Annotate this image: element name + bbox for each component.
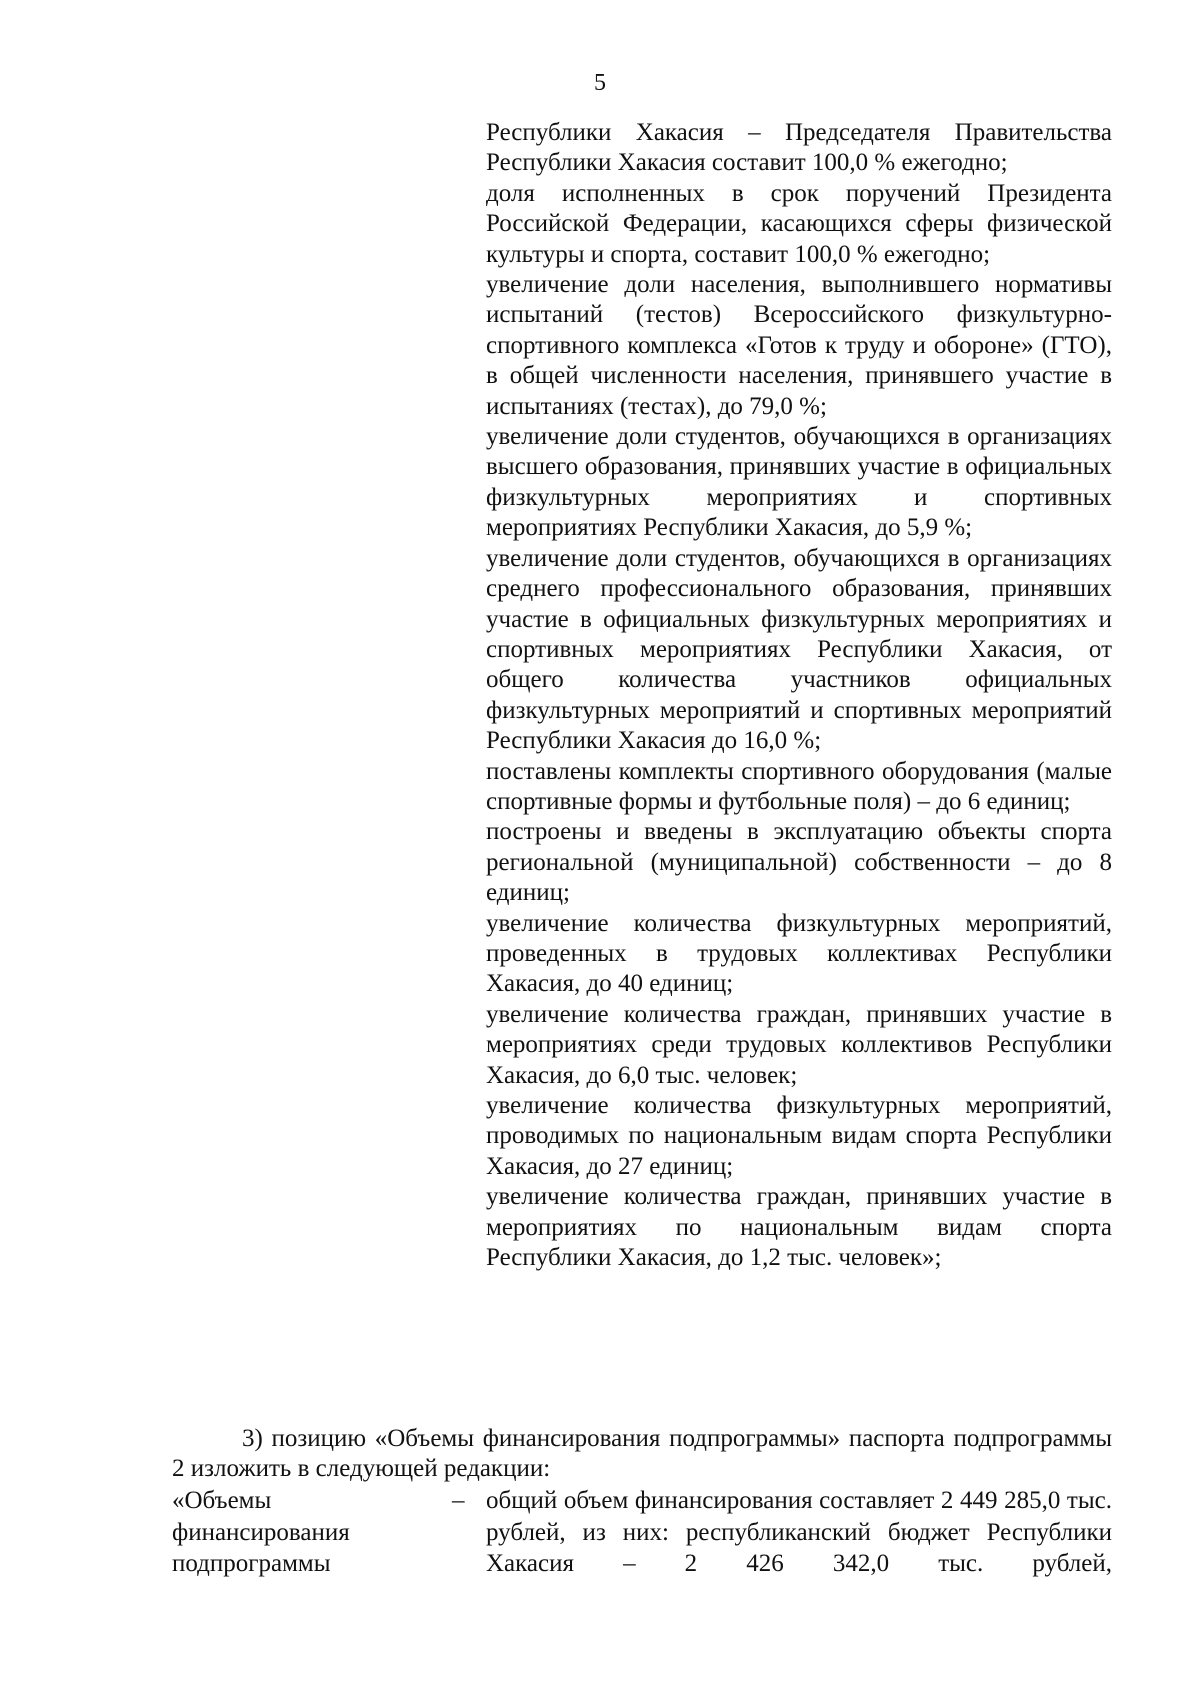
page-number: 5 <box>594 70 606 96</box>
amendment-paragraph: 3) позицию «Объемы финансирования подпрограммы» паспорта подпрограммы 2 изложить в следующей редакции: <box>172 1425 1112 1482</box>
position-value: общий объем финансирования составляет 2 449 285,0 тыс. рублей, из них: республиканский бюджет Республики Хакасия – 2 426 342,0 тыс. рублей, <box>486 1487 1112 1577</box>
indicator-item: увеличение количества физкультурных мероприятий, проводимых по национальным видам спорта Республики Хакасия, до 27 единиц; <box>486 1092 1112 1180</box>
indicator-item: увеличение доли студентов, обучающихся в организациях высшего образования, принявших участие в официальных физкультурных мероприятиях и спортивных мероприятиях Республики Хакасия, до 5,9 %; <box>486 423 1112 542</box>
indicator-item: доля исполненных в срок поручений Президента Российской Федерации, касающихся сферы физической культуры и спорта, составит 100,0 % ежегодно; <box>486 179 1112 268</box>
position-label: «Объемы финансирования подпрограммы <box>172 1487 350 1577</box>
indicators-list <box>486 118 1112 1273</box>
indicator-item: поставлены комплекты спортивного оборудования (малые спортивные формы и футбольные поля) – до 6 единиц; <box>486 757 1112 815</box>
indicator-item: увеличение доли студентов, обучающихся в организациях среднего профессионального образования, принявших участие в официальных физкультурных мероприятиях и спортивных мероприятиях Республики Хакасия, от общего количества участников официальных физкультурных мероприятий и спортивных мероприятий Республики Хакасия до 16,0 %; <box>486 544 1112 755</box>
indicator-item: увеличение количества граждан, принявших участие в мероприятиях среди трудовых коллективов Республики Хакасия, до 6,0 тыс. человек; <box>486 1000 1112 1089</box>
indicator-item: Республики Хакасия – Председателя Правительства Республики Хакасия составит 100,0 % ежегодно; <box>486 119 1112 177</box>
indicator-item: увеличение количества физкультурных мероприятий, проведенных в трудовых коллективах Республики Хакасия, до 40 единиц; <box>486 909 1112 998</box>
indicator-item: увеличение количества граждан, принявших участие в мероприятиях по национальным видам спорта Республики Хакасия, до 1,2 тыс. человек»; <box>486 1183 1112 1272</box>
indicator-item: увеличение доли населения, выполнившего нормативы испытаний (тестов) Всероссийского физкультурно-спортивного комплекса «Готов к труду и обороне» (ГТО), в общей численности населения, принявшего участие в испытаниях (тестах), до 79,0 %; <box>486 271 1112 420</box>
indicator-item: построены и введены в эксплуатацию объекты спорта региональной (муниципальной) собственности – до 8 единиц; <box>486 818 1112 907</box>
position-dash: – <box>452 1487 465 1514</box>
